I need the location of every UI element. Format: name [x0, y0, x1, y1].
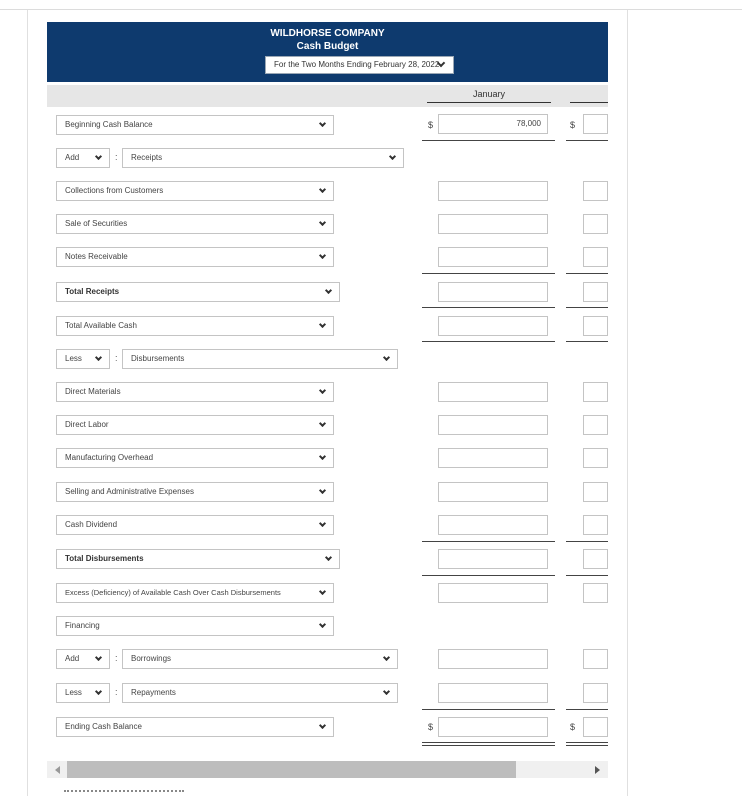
- page-right-border: [627, 10, 628, 796]
- underline: [566, 341, 608, 342]
- underline: [422, 273, 555, 274]
- column-header-january: January: [427, 89, 551, 103]
- budget-header: [47, 22, 608, 82]
- repayments-dropdown[interactable]: [122, 683, 398, 703]
- sale-securities-dropdown[interactable]: [56, 214, 334, 234]
- company-name: WILDHORSE COMPANY: [270, 28, 385, 39]
- chevron-down-icon: [95, 153, 102, 160]
- receipts-operator-dropdown[interactable]: [56, 148, 110, 168]
- sga-feb-input[interactable]: [583, 482, 608, 502]
- underline: [566, 575, 608, 576]
- operator-value: Add: [65, 654, 80, 663]
- borrowings-jan-input[interactable]: [438, 649, 548, 669]
- chevron-down-icon: [319, 387, 326, 394]
- chevron-down-icon: [319, 120, 326, 127]
- repayments-operator-dropdown[interactable]: [56, 683, 110, 703]
- total-disbursements-jan-input[interactable]: [438, 549, 548, 569]
- notes-receivable-dropdown[interactable]: [56, 247, 334, 267]
- underline: [566, 709, 608, 710]
- total-receipts-dropdown[interactable]: [56, 282, 340, 302]
- total-receipts-jan-input[interactable]: [438, 282, 548, 302]
- notes-receivable-jan-input[interactable]: [438, 247, 548, 267]
- chevron-down-icon: [325, 554, 332, 561]
- page-left-border: [27, 10, 28, 796]
- dollar-sign: $: [428, 722, 434, 732]
- mfg-overhead-jan-input[interactable]: [438, 448, 548, 468]
- chevron-down-icon: [383, 354, 390, 361]
- underline: [566, 541, 608, 542]
- scroll-left-arrow-icon[interactable]: [55, 766, 60, 774]
- dropdown-label: Direct Materials: [65, 387, 121, 396]
- dropdown-label: Total Disbursements: [65, 554, 144, 563]
- dollar-sign: $: [570, 120, 576, 130]
- underline: [422, 341, 555, 342]
- dropdown-label: Sale of Securities: [65, 219, 128, 228]
- total-available-cash-dropdown[interactable]: [56, 316, 334, 336]
- double-underline: [422, 742, 555, 743]
- disbursements-section-dropdown[interactable]: [122, 349, 398, 369]
- borrowings-operator-dropdown[interactable]: [56, 649, 110, 669]
- beginning-cash-dropdown[interactable]: [56, 115, 334, 135]
- horizontal-scrollbar[interactable]: [47, 761, 608, 778]
- chevron-down-icon: [383, 688, 390, 695]
- page-top-divider: [0, 9, 742, 10]
- borrowings-feb-input[interactable]: [583, 649, 608, 669]
- total-available-jan-input[interactable]: [438, 316, 548, 336]
- chevron-down-icon: [325, 287, 332, 294]
- beginning-cash-feb-input[interactable]: [583, 114, 608, 134]
- chevron-down-icon: [319, 186, 326, 193]
- dropdown-label: Direct Labor: [65, 420, 109, 429]
- dropdown-label: Ending Cash Balance: [65, 722, 142, 731]
- underline: [566, 307, 608, 308]
- chevron-down-icon: [319, 252, 326, 259]
- colon-separator: :: [115, 152, 118, 162]
- chevron-down-icon: [319, 588, 326, 595]
- financing-dropdown[interactable]: [56, 616, 334, 636]
- double-underline: [566, 742, 608, 743]
- dropdown-label: Cash Dividend: [65, 520, 118, 529]
- underline: [422, 709, 555, 710]
- underline: [566, 140, 608, 141]
- chevron-down-icon: [319, 420, 326, 427]
- chevron-down-icon: [319, 321, 326, 328]
- dropdown-label: Notes Receivable: [65, 252, 128, 261]
- operator-value: Less: [65, 688, 82, 697]
- total-receipts-feb-input[interactable]: [583, 282, 608, 302]
- dropdown-label: Collections from Customers: [65, 186, 164, 195]
- sga-jan-input[interactable]: [438, 482, 548, 502]
- dropdown-label: Manufacturing Overhead: [65, 453, 154, 462]
- selling-admin-dropdown[interactable]: [56, 482, 334, 502]
- chevron-down-icon: [95, 354, 102, 361]
- column-header-february: [570, 102, 608, 103]
- receipts-section-dropdown[interactable]: [122, 148, 404, 168]
- clipped-text-fragment: [64, 790, 184, 796]
- borrowings-dropdown[interactable]: [122, 649, 398, 669]
- repayments-jan-input[interactable]: [438, 683, 548, 703]
- collections-jan-input[interactable]: [438, 181, 548, 201]
- dropdown-label: Financing: [65, 621, 100, 630]
- excess-deficiency-dropdown[interactable]: [56, 583, 334, 603]
- underline: [422, 541, 555, 542]
- repayments-feb-input[interactable]: [583, 683, 608, 703]
- direct-labor-feb-input[interactable]: [583, 415, 608, 435]
- direct-materials-dropdown[interactable]: [56, 382, 334, 402]
- ending-cash-dropdown[interactable]: [56, 717, 334, 737]
- chevron-down-icon: [95, 688, 102, 695]
- double-underline: [422, 745, 555, 746]
- dropdown-label: Total Receipts: [65, 287, 120, 296]
- dropdown-label: Selling and Administrative Expenses: [65, 487, 194, 496]
- beginning-cash-jan-input[interactable]: 78,000: [438, 114, 548, 134]
- chevron-down-icon: [389, 153, 396, 160]
- sale-securities-jan-input[interactable]: [438, 214, 548, 234]
- dropdown-label: Disbursements: [131, 354, 185, 363]
- cash-dividend-dropdown[interactable]: [56, 515, 334, 535]
- dollar-sign: $: [428, 120, 434, 130]
- colon-separator: :: [115, 687, 118, 697]
- operator-value: Add: [65, 153, 80, 162]
- chevron-down-icon: [319, 487, 326, 494]
- excess-feb-input[interactable]: [583, 583, 608, 603]
- total-disbursements-feb-input[interactable]: [583, 549, 608, 569]
- collections-dropdown[interactable]: [56, 181, 334, 201]
- underline: [422, 575, 555, 576]
- underline: [422, 140, 555, 141]
- total-disbursements-dropdown[interactable]: [56, 549, 340, 569]
- operator-value: Less: [65, 354, 82, 363]
- total-available-feb-input[interactable]: [583, 316, 608, 336]
- manufacturing-overhead-dropdown[interactable]: [56, 448, 334, 468]
- chevron-down-icon: [319, 722, 326, 729]
- cash-dividend-jan-input[interactable]: [438, 515, 548, 535]
- collections-feb-input[interactable]: [583, 181, 608, 201]
- chevron-down-icon: [319, 219, 326, 226]
- direct-materials-feb-input[interactable]: [583, 382, 608, 402]
- scroll-right-arrow-icon[interactable]: [595, 766, 600, 774]
- notes-receivable-feb-input[interactable]: [583, 247, 608, 267]
- direct-labor-jan-input[interactable]: [438, 415, 548, 435]
- cash-dividend-feb-input[interactable]: [583, 515, 608, 535]
- dollar-sign: $: [570, 722, 576, 732]
- dropdown-label: Receipts: [131, 153, 163, 162]
- statement-title: Cash Budget: [296, 41, 359, 52]
- ending-cash-feb-input[interactable]: [583, 717, 608, 737]
- chevron-down-icon: [319, 453, 326, 460]
- mfg-overhead-feb-input[interactable]: [583, 448, 608, 468]
- excess-jan-input[interactable]: [438, 583, 548, 603]
- colon-separator: :: [115, 353, 118, 363]
- underline: [566, 273, 608, 274]
- dropdown-label: Borrowings: [131, 654, 172, 663]
- double-underline: [566, 745, 608, 746]
- sale-securities-feb-input[interactable]: [583, 214, 608, 234]
- chevron-down-icon: [383, 654, 390, 661]
- period-dropdown-value: For the Two Months Ending February 28, 2022: [274, 60, 440, 69]
- ending-cash-jan-input[interactable]: [438, 717, 548, 737]
- period-dropdown[interactable]: [265, 56, 454, 74]
- chevron-down-icon: [319, 520, 326, 527]
- scrollbar-thumb[interactable]: [67, 761, 516, 778]
- direct-materials-jan-input[interactable]: [438, 382, 548, 402]
- direct-labor-dropdown[interactable]: [56, 415, 334, 435]
- colon-separator: :: [115, 653, 118, 663]
- chevron-down-icon: [95, 654, 102, 661]
- dropdown-label: Repayments: [131, 688, 176, 697]
- underline: [422, 307, 555, 308]
- dropdown-label: Total Available Cash: [65, 321, 137, 330]
- dropdown-label: Beginning Cash Balance: [65, 120, 153, 129]
- chevron-down-icon: [319, 621, 326, 628]
- dropdown-label: Excess (Deficiency) of Available Cash Over Cash Disbursements: [65, 588, 281, 597]
- disbursements-operator-dropdown[interactable]: [56, 349, 110, 369]
